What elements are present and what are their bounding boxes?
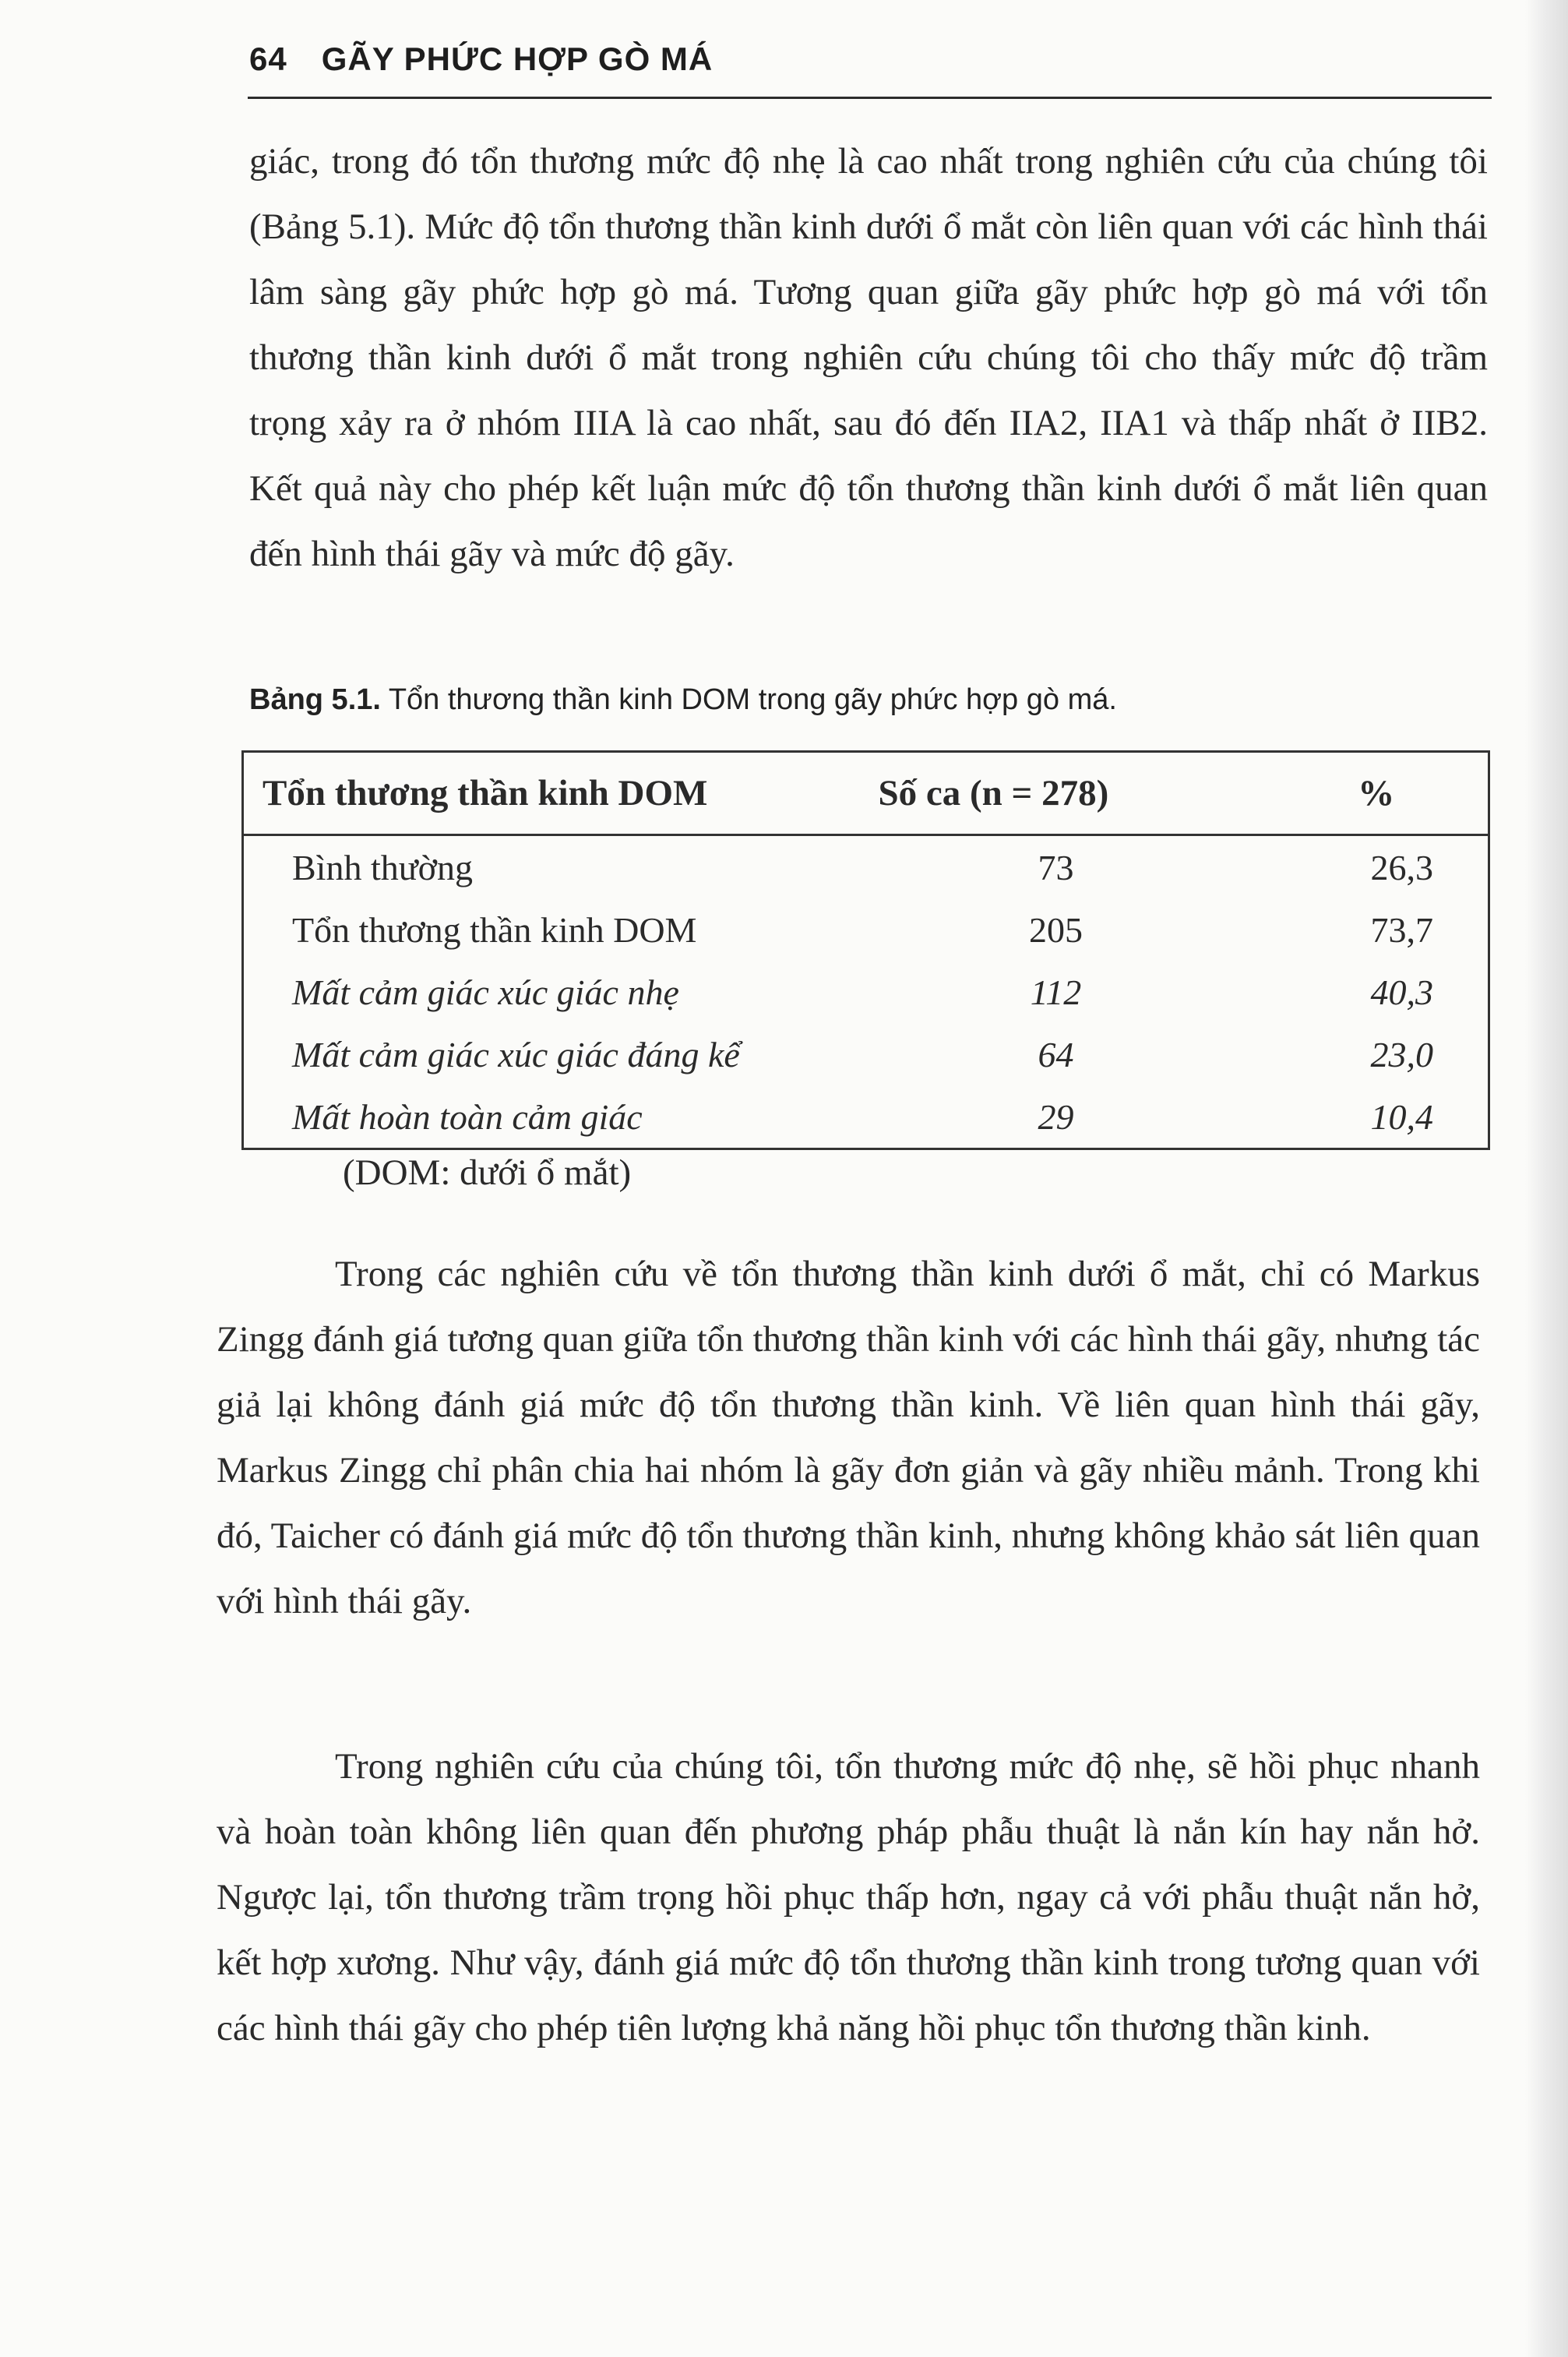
page-edge-shadow — [1525, 0, 1568, 2357]
table-caption-label: Bảng 5.1. — [249, 683, 381, 716]
row-label: Mất cảm giác xúc giác nhẹ — [292, 972, 679, 1012]
row-count: 64 — [1038, 1034, 1074, 1074]
paragraph-1: giác, trong đó tổn thương mức độ nhẹ là cao nhất trong nghiên cứu của chúng tôi (Bảng 5.1). Mức độ tổn thương thần kinh dưới ổ mắt còn liên quan với các hình thái lâm sàng gãy phức hợp gò má. Tương quan giữa gãy phức hợp gò má với tổn thương thần kinh dưới ổ mắt trong nghiên cứu chúng tôi cho thấy mức độ trầm trọng xảy ra ở nhóm IIIA là cao nhất, sau đó đến IIA2, IIA1 và thấp nhất ở IIB2. Kết quả này cho phép kết luận mức độ tổn thương thần kinh dưới ổ mắt liên quan đến hình thái gãy và mức độ gãy. — [249, 141, 1488, 574]
row-count: 205 — [1029, 909, 1083, 950]
paragraph-3: Trong nghiên cứu của chúng tôi, tổn thương mức độ nhẹ, sẽ hồi phục nhanh và hoàn toàn không liên quan đến phương pháp phẫu thuật là nắn kín hay nắn hở. Ngược lại, tổn thương trầm trọng hồi phục thấp hơn, ngay cả với phẫu thuật nắn hở, kết hợp xương. Như vậy, đánh giá mức độ tổn thương thần kinh trong tương quan với các hình thái gãy cho phép tiên lượng khả năng hồi phục tổn thương thần kinh. — [217, 1746, 1480, 2048]
row-label: Mất hoàn toàn cảm giác — [292, 1096, 643, 1137]
table-row — [243, 835, 1489, 899]
table-row — [243, 961, 1489, 1023]
row-label: Bình thường — [292, 847, 473, 887]
row-percent: 10,4 — [1370, 1096, 1433, 1137]
col-header-percent: % — [1265, 752, 1489, 835]
running-title: GÃY PHỨC HỢP GÒ MÁ — [321, 41, 714, 77]
table-header-row — [243, 752, 1489, 835]
row-count: 112 — [1030, 972, 1082, 1012]
row-percent: 26,3 — [1370, 847, 1433, 887]
table-note: (DOM: dưới ổ mắt) — [343, 1152, 632, 1193]
running-header — [249, 41, 713, 78]
paragraph-2: Trong các nghiên cứu về tổn thương thần kinh dưới ổ mắt, chỉ có Markus Zingg đánh giá tương quan giữa tổn thương thần kinh với các hình thái gãy, nhưng tác giả lại không đánh giá mức độ tổn thương thần kinh. Về liên quan hình thái gãy, Markus Zingg chỉ phân chia hai nhóm là gãy đơn giản và gãy nhiều mảnh. Trong khi đó, Taicher có đánh giá mức độ tổn thương thần kinh, nhưng không khảo sát liên quan với hình thái gãy. — [217, 1254, 1480, 1621]
row-count: 29 — [1038, 1096, 1074, 1137]
row-label: Mất cảm giác xúc giác đáng kể — [292, 1034, 740, 1074]
data-table — [241, 750, 1490, 1150]
row-percent: 23,0 — [1370, 1034, 1433, 1074]
table-row — [243, 1023, 1489, 1085]
row-count: 73 — [1038, 847, 1074, 887]
table-row — [243, 898, 1489, 961]
table-caption-text: Tổn thương thần kinh DOM trong gãy phức hợp gò má. — [388, 683, 1117, 716]
row-percent: 40,3 — [1370, 972, 1433, 1012]
page-number: 64 — [249, 41, 287, 77]
table-row — [243, 1085, 1489, 1149]
col-header-lesion: Tổn thương thần kinh DOM — [243, 752, 879, 835]
header-rule — [248, 97, 1492, 99]
col-header-count: Số ca (n = 278) — [879, 752, 1265, 835]
row-label: Tổn thương thần kinh DOM — [292, 909, 697, 950]
row-percent: 73,7 — [1370, 909, 1433, 950]
table-caption — [249, 683, 1117, 717]
